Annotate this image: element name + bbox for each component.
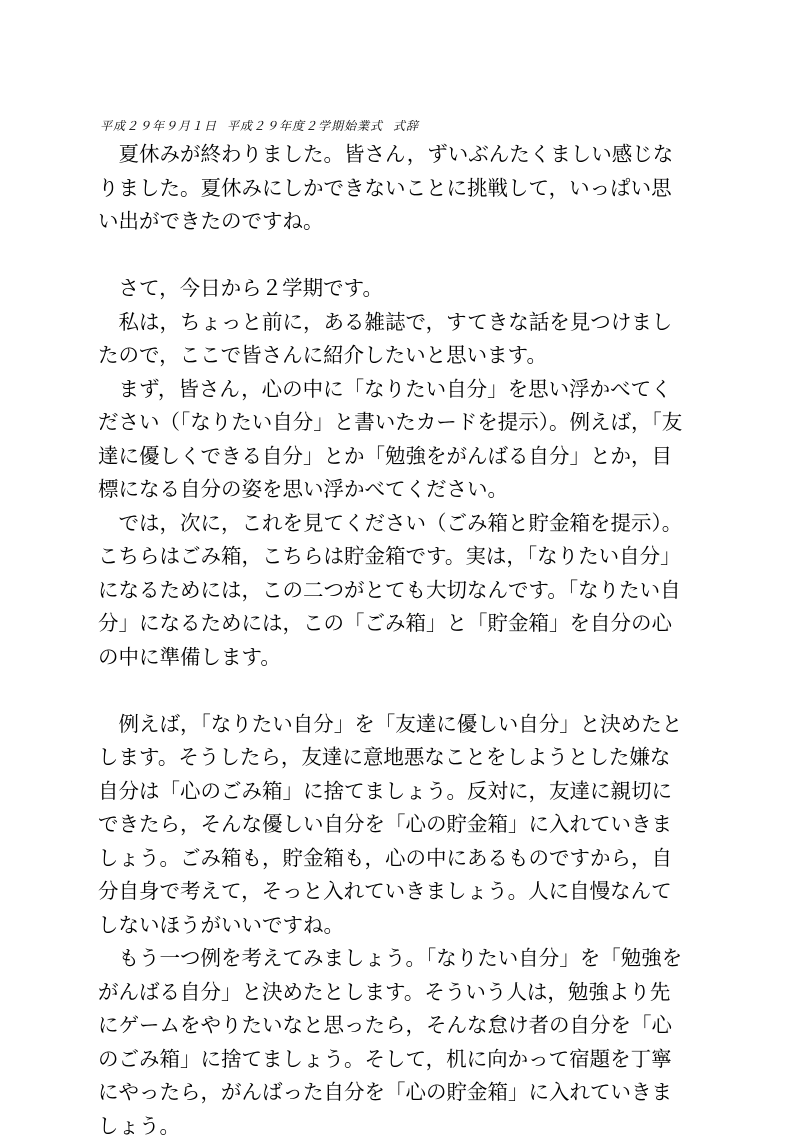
- speech-line: しょう。ごみ箱も，貯金箱も，心の中にあるものですから，自: [98, 842, 708, 876]
- speech-line: 分自身で考えて，そっと入れていきましょう。人に自慢なんて: [98, 875, 708, 909]
- speech-line: しょう。: [98, 1110, 708, 1143]
- speech-line: りました。夏休みにしかできないことに挑戦して，いっぱい思: [98, 172, 708, 206]
- speech-line: 標になる自分の姿を思い浮かべてください。: [98, 473, 708, 507]
- speech-line: の中に準備します。: [98, 641, 708, 675]
- speech-line: もう一つ例を考えてみましょう。「なりたい自分」を「勉強を: [98, 942, 708, 976]
- header-event: 平成２９年度２学期始業式: [227, 119, 383, 133]
- speech-body: [98, 138, 708, 1143]
- speech-line: がんばる自分」と決めたとします。そういう人は，勉強より先: [98, 976, 708, 1010]
- speech-line: にゲームをやりたいなと思ったら，そんな怠け者の自分を「心: [98, 1009, 708, 1043]
- speech-line: できたら，そんな優しい自分を「心の貯金箱」に入れていきま: [98, 808, 708, 842]
- speech-line: 自分は「心のごみ箱」に捨てましょう。反対に，友達に親切に: [98, 775, 708, 809]
- speech-line: い出ができたのですね。: [98, 205, 708, 239]
- speech-line: になるためには，この二つがとても大切なんです。「なりたい自: [98, 574, 708, 608]
- speech-line: 分」になるためには，この「ごみ箱」と「貯金箱」を自分の心: [98, 607, 708, 641]
- speech-line: たので，ここで皆さんに紹介したいと思います。: [98, 339, 708, 373]
- document-header: [100, 118, 419, 134]
- speech-line: しないほうがいいですね。: [98, 909, 708, 943]
- speech-line: 達に優しくできる自分」とか「勉強をがんばる自分」とか，目: [98, 440, 708, 474]
- speech-line: 夏休みが終わりました。皆さん，ずいぶんたくましい感じな: [98, 138, 708, 172]
- speech-line: にやったら，がんばった自分を「心の貯金箱」に入れていきま: [98, 1076, 708, 1110]
- speech-line: のごみ箱」に捨てましょう。そして，机に向かって宿題を丁寧: [98, 1043, 708, 1077]
- speech-line: こちらはごみ箱，こちらは貯金箱です。実は，「なりたい自分」: [98, 540, 708, 574]
- speech-line: します。そうしたら，友達に意地悪なことをしようとした嫌な: [98, 741, 708, 775]
- speech-line: 私は，ちょっと前に，ある雑誌で，すてきな話を見つけまし: [98, 306, 708, 340]
- speech-line: ださい（「なりたい自分」と書いたカードを提示）。例えば，「友: [98, 406, 708, 440]
- speech-line: 例えば，「なりたい自分」を「友達に優しい自分」と決めたと: [98, 708, 708, 742]
- blank-line: [98, 239, 708, 273]
- header-type: 式辞: [393, 119, 419, 133]
- speech-line: では，次に，これを見てください（ごみ箱と貯金箱を提示）。: [98, 507, 708, 541]
- blank-line: [98, 674, 708, 708]
- header-date: 平成２９年９月１日: [100, 119, 217, 133]
- speech-line: さて，今日から２学期です。: [98, 272, 708, 306]
- speech-line: まず，皆さん，心の中に「なりたい自分」を思い浮かべてく: [98, 373, 708, 407]
